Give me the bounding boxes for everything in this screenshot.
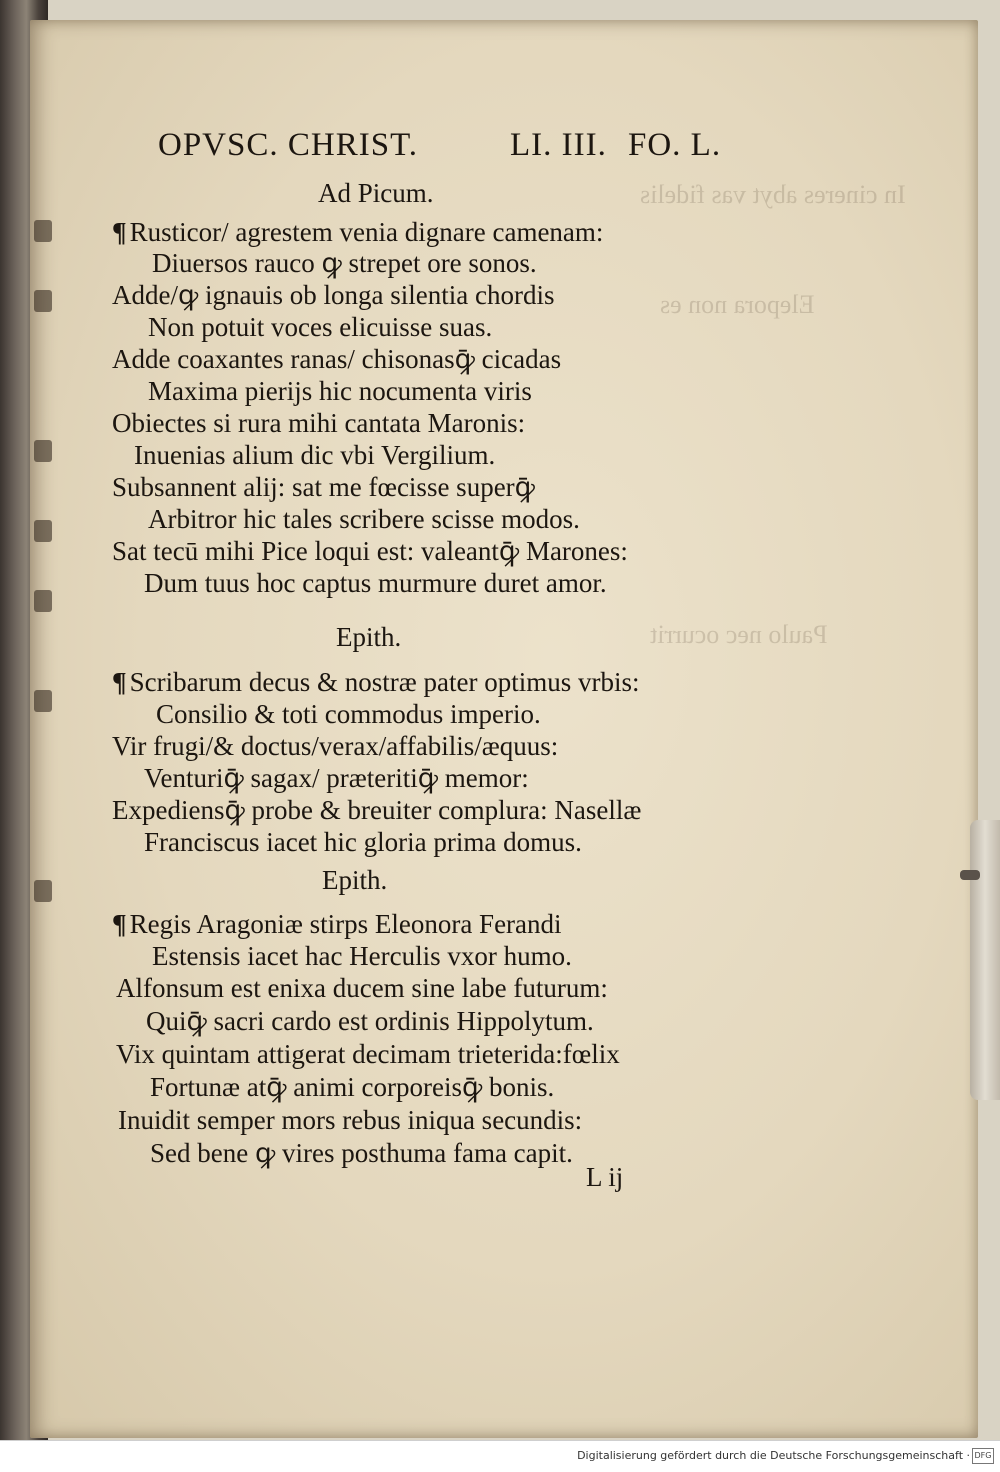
- verse-line: Adde coaxantes ranas/ chisonasꝙ̄ cicadas: [112, 344, 562, 374]
- section-title: Ad Picum.: [318, 178, 434, 208]
- section-title: Epith.: [322, 865, 388, 895]
- verse-line: Franciscus iacet hic gloria prima domus.: [144, 827, 582, 857]
- verse-line: Estensis iacet hac Herculis vxor humo.: [152, 941, 572, 971]
- signature-mark: L ij: [586, 1162, 624, 1192]
- verse-line: Non potuit voces elicuisse suas.: [148, 312, 493, 342]
- verse-line: Venturiꝙ̄ sagax/ præteritiꝙ̄ memor:: [144, 763, 529, 793]
- verse-line: Quiꝙ̄ sacri cardo est ordinis Hippolytum.: [146, 1006, 594, 1036]
- footer-bar: [0, 1440, 1000, 1472]
- section-title: Epith.: [336, 622, 402, 652]
- verse-line: ¶ Rusticor/ agrestem venia dignare camenam:: [112, 217, 604, 247]
- verse-line: Alfonsum est enixa ducem sine labe futurum:: [116, 973, 608, 1003]
- funding-notice: Digitalisierung gefördert durch die Deutsche Forschungsgemeinschaft ·: [577, 1449, 970, 1462]
- header-left: OPVSC. CHRIST.: [158, 127, 419, 163]
- page-header: [158, 127, 738, 171]
- verse-line: ¶ Scribarum decus & nostræ pater optimus vrbis:: [112, 667, 640, 697]
- verse-line: Dum tuus hoc captus murmure duret amor.: [144, 568, 607, 598]
- verse-line: Subsannent alij: sat me fœcisse superꝙ̄: [112, 472, 535, 502]
- dfg-logo: DFG: [972, 1448, 994, 1464]
- verse-line: Inuidit semper mors rebus iniqua secundis:: [118, 1105, 583, 1135]
- verse-line: Consilio & toti commodus imperio.: [156, 699, 541, 729]
- verse-line: ¶ Regis Aragoniæ stirps Eleonora Ferandi: [112, 909, 562, 939]
- verse-line: Expediensꝙ̄ probe & breuiter complura: Nasellæ: [112, 795, 642, 825]
- verse-line: Adde/ꝙ ignauis ob longa silentia chordis: [112, 280, 555, 310]
- verse-line: Sat tecū mihi Pice loqui est: valeantꝙ̄ Marones:: [112, 536, 628, 566]
- verse-line: Vix quintam attigerat decimam trieterida:fœlix: [116, 1039, 620, 1069]
- verse-line: Maxima pierijs hic nocumenta viris: [148, 376, 532, 406]
- header-right: FO. L.: [628, 127, 722, 163]
- verse-line: Inuenias alium dic vbi Vergilium.: [134, 440, 496, 470]
- header-middle: LI. III.: [510, 127, 607, 163]
- verse-line: Vir frugi/& doctus/verax/affabilis/æquus:: [112, 731, 559, 761]
- verse-line: Diuersos rauco ꝙ strepet ore sonos.: [152, 248, 537, 278]
- verse-line: Sed bene ꝙ vires posthuma fama capit.: [150, 1138, 573, 1168]
- verse-line: Obiectes si rura mihi cantata Maronis:: [112, 408, 526, 438]
- verse-line: Arbitror hic tales scribere scisse modos.: [148, 504, 580, 534]
- verse-line: Fortunæ atꝙ̄ animi corporeisꝙ̄ bonis.: [150, 1072, 555, 1102]
